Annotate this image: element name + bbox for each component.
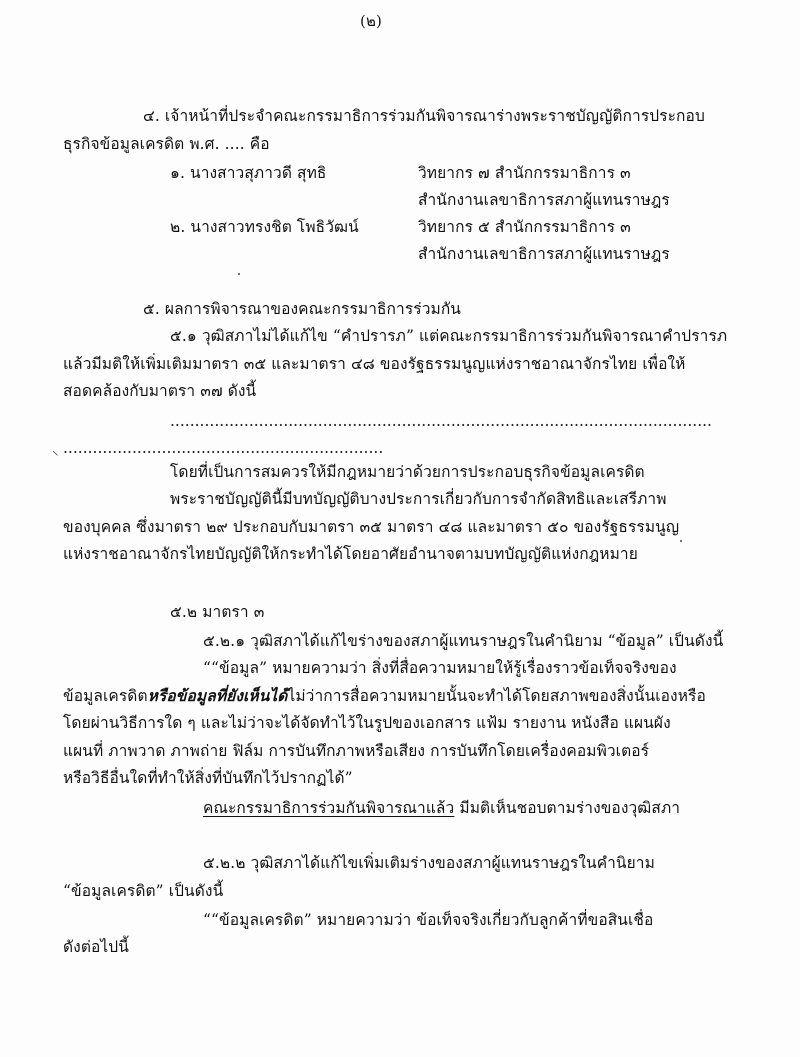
preamble-line1: โดยที่เป็นการสมควรให้มีกฎหมายว่าด้วยการประกอบธุรกิจข้อมูลเครดิต <box>170 463 645 481</box>
committee-resolution-text: มีมติเห็นชอบตามร่างของวุฒิสภา <box>454 799 681 817</box>
s521-def-line4: แผนที่ ภาพวาด ภาพถ่าย ฟิล์ม การบันทึกภาพหรือเสียง การบันทึกโดยเครื่องคอมพิวเตอร์ <box>63 742 650 760</box>
scan-speck <box>680 540 682 542</box>
staff-1-name: ๑. นางสาวสุภาวดี สุทธิ <box>170 164 327 182</box>
staff-2-name: ๒. นางสาวทรงชิต โพธิวัฒน์ <box>170 218 359 236</box>
staff-1-position: วิทยากร ๗ สำนักกรรมาธิการ ๓ <box>418 164 631 182</box>
s521-def-term: ข้อมูลเครดิต <box>63 687 148 705</box>
s522-line2: “ข้อมูลเครดิต” เป็นดังนี้ <box>63 882 224 900</box>
s521-def-continuation: ไม่ว่าการสื่อความหมายนั้นจะทำได้โดยสภาพของสิ่งนั้นเองหรือ <box>287 687 706 705</box>
section4-heading-line1: ๔. เจ้าหน้าที่ประจำคณะกรรมาธิการร่วมกันพิจารณาร่างพระราชบัญญัติการประกอบ <box>143 107 705 125</box>
s521-def-line2 <box>63 685 706 707</box>
s51-dotted-line-2: ................................................................. <box>63 439 384 457</box>
preamble-line3: ของบุคคล ซึ่งมาตรา ๒๙ ประกอบกับมาตรา ๓๕ มาตรา ๔๘ และมาตรา ๕๐ ของรัฐธรรมนูญ <box>63 518 680 536</box>
s521-def-line3: โดยผ่านวิธีการใด ๆ และไม่ว่าจะได้จัดทำไว้ในรูปของเอกสาร แฟ้ม รายงาน หนังสือ แผนผัง <box>63 714 671 732</box>
s52-heading: ๕.๒ มาตรา ๓ <box>170 603 265 621</box>
committee-considered-label: คณะกรรมาธิการร่วมกันพิจารณาแล้ว <box>203 799 455 817</box>
s51-line3: สอดคล้องกับมาตรา ๓๗ ดังนี้ <box>63 382 257 400</box>
staff-2-office: สำนักงานเลขาธิการสภาผู้แทนราษฎร <box>418 245 670 263</box>
scan-mark: ⸌ <box>52 449 59 464</box>
s521-def-line1: ““ข้อมูล” หมายความว่า สิ่งที่สื่อความหมายให้รู้เรื่องราวข้อเท็จจริงของ <box>203 659 677 677</box>
s521-committee-resolution <box>203 797 680 819</box>
s51-dotted-line-1: .............................................................................................................. <box>170 412 712 430</box>
scan-speck <box>238 273 240 275</box>
s522-def-line1: ““ข้อมูลเครดิต” หมายความว่า ข้อเท็จจริงเกี่ยวกับลูกค้าที่ขอสินเชื่อ <box>203 911 654 929</box>
preamble-line4: แห่งราชอาณาจักรไทยบัญญัติให้กระทำได้โดยอาศัยอำนาจตามบทบัญญัติแห่งกฎหมาย <box>63 545 638 563</box>
section5-heading: ๕. ผลการพิจารณาของคณะกรรมาธิการร่วมกัน <box>143 300 461 318</box>
preamble-line2: พระราชบัญญัตินี้มีบทบัญญัติบางประการเกี่ยวกับการจำกัดสิทธิและเสรีภาพ <box>170 490 667 508</box>
s521-def-amendment: หรือข้อมูลที่ยังเห็นได้ <box>147 686 288 705</box>
s51-line1: ๕.๑ วุฒิสภาไม่ได้แก้ไข “คำปรารภ” แต่คณะกรรมาธิการร่วมกันพิจารณาคำปรารภ <box>170 327 728 345</box>
staff-1-office: สำนักงานเลขาธิการสภาผู้แทนราษฎร <box>418 191 670 209</box>
section4-heading-line2: ธุรกิจข้อมูลเครดิต พ.ศ. .... คือ <box>63 135 270 153</box>
s51-line2: แล้วมีมติให้เพิ่มเติมมาตรา ๓๕ และมาตรา ๔๘ ของรัฐธรรมนูญแห่งราชอาณาจักรไทย เพื่อให้ <box>63 355 686 373</box>
s522-line1: ๕.๒.๒ วุฒิสภาได้แก้ไขเพิ่มเติมร่างของสภาผู้แทนราษฎรในคำนิยาม <box>203 854 655 872</box>
staff-2-position: วิทยากร ๕ สำนักกรรมาธิการ ๓ <box>418 218 631 236</box>
s521-def-line5: หรือวิธีอื่นใดที่ทำให้สิ่งที่บันทึกไว้ปรากฏได้” <box>63 769 353 787</box>
page-number: (๒) <box>360 12 382 30</box>
s522-def-line2: ดังต่อไปนี้ <box>63 938 129 956</box>
s521-line1: ๕.๒.๑ วุฒิสภาได้แก้ไขร่างของสภาผู้แทนราษฎรในคำนิยาม “ข้อมูล” เป็นดังนี้ <box>203 632 724 650</box>
